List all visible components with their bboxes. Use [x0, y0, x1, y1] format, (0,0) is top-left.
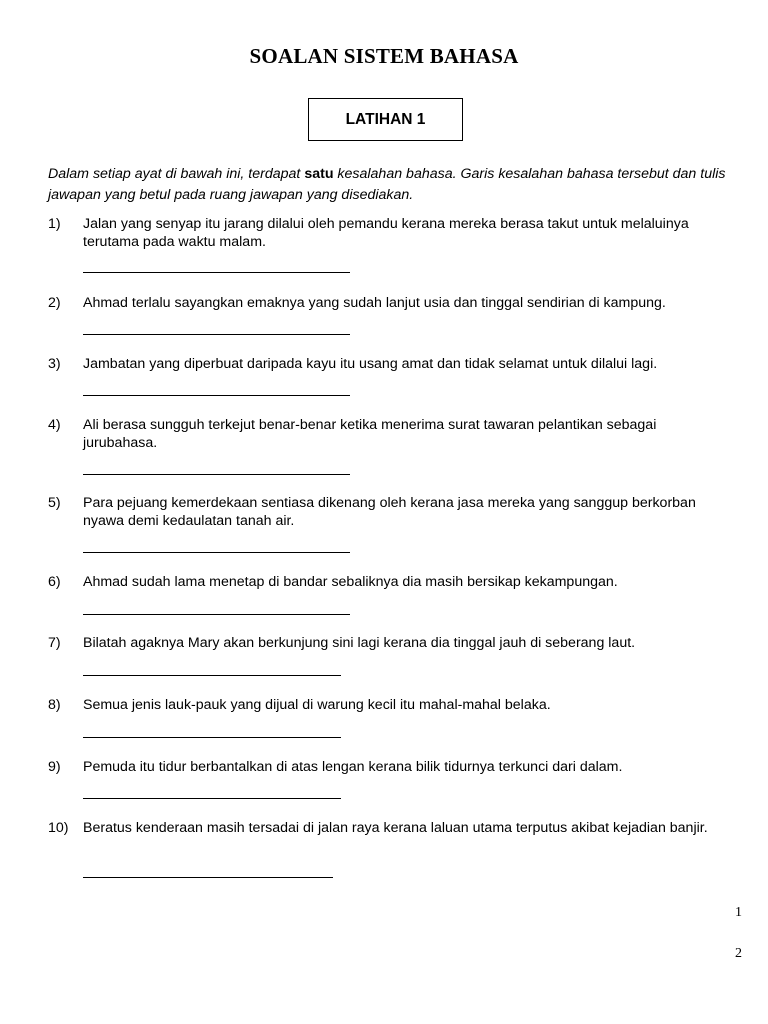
question-text: Ahmad sudah lama menetap di bandar sebaliknya dia masih bersikap kekampungan.	[83, 574, 618, 590]
question-text: Beratus kenderaan masih tersadai di jalan raya kerana laluan utama terputus akibat kejadian banjir.	[83, 820, 708, 836]
instructions	[48, 164, 728, 206]
question-number: 1)	[48, 216, 61, 232]
instructions-part1: Dalam setiap ayat di bawah ini, terdapat	[48, 166, 305, 182]
answer-line-1[interactable]	[83, 272, 350, 273]
question-number: 4)	[48, 417, 61, 433]
question-number: 3)	[48, 356, 61, 372]
page-title: SOALAN SISTEM BAHASA	[249, 44, 519, 68]
question-text: Ahmad terlalu sayangkan emaknya yang sudah lanjut usia dan tinggal sendirian di kampung.	[83, 295, 666, 311]
question-number: 9)	[48, 759, 61, 775]
instructions-part2: kesalahan bahasa. Garis kesalahan bahasa tersebut dan tulis jawapan yang betul pada ruang jawapan yang disediakan.	[48, 166, 726, 203]
answer-line-5[interactable]	[83, 552, 350, 553]
question-text: Jalan yang senyap itu jarang dilalui oleh pemandu kerana mereka berasa takut untuk melaluinya terutama pada waktu malam.	[83, 216, 689, 250]
question-number: 6)	[48, 574, 61, 590]
question-number: 5)	[48, 495, 61, 511]
answer-line-9[interactable]	[83, 798, 341, 799]
answer-line-7[interactable]	[83, 675, 341, 676]
question-text: Jambatan yang diperbuat daripada kayu itu usang amat dan tidak selamat untuk dilalui lagi.	[83, 356, 658, 372]
page-number-1: 1	[735, 905, 742, 920]
exercise-label: LATIHAN 1	[345, 110, 426, 128]
answer-line-2[interactable]	[83, 334, 350, 335]
question-text: Para pejuang kemerdekaan sentiasa dikenang oleh kerana jasa mereka yang sanggup berkorban nyawa demi kedaulatan tanah air.	[83, 495, 696, 529]
instructions-bold: satu	[304, 166, 334, 182]
question-number: 10)	[48, 820, 69, 836]
question-number: 7)	[48, 635, 61, 651]
answer-line-10[interactable]	[83, 877, 333, 878]
question-number: 2)	[48, 295, 61, 311]
exercise-label-box	[308, 98, 463, 141]
question-text: Bilatah agaknya Mary akan berkunjung sini lagi kerana dia tinggal jauh di seberang laut.	[83, 635, 636, 651]
question-text: Pemuda itu tidur berbantalkan di atas lengan kerana bilik tidurnya terkunci dari dalam.	[83, 759, 623, 775]
answer-line-8[interactable]	[83, 737, 341, 738]
answer-line-3[interactable]	[83, 395, 350, 396]
answer-line-6[interactable]	[83, 614, 350, 615]
question-text: Semua jenis lauk-pauk yang dijual di warung kecil itu mahal-mahal belaka.	[83, 697, 551, 713]
page-number-2: 2	[735, 946, 742, 961]
answer-line-4[interactable]	[83, 474, 350, 475]
question-number: 8)	[48, 697, 61, 713]
question-text: Ali berasa sungguh terkejut benar-benar ketika menerima surat tawaran pelantikan sebagai jurubahasa.	[83, 417, 657, 451]
